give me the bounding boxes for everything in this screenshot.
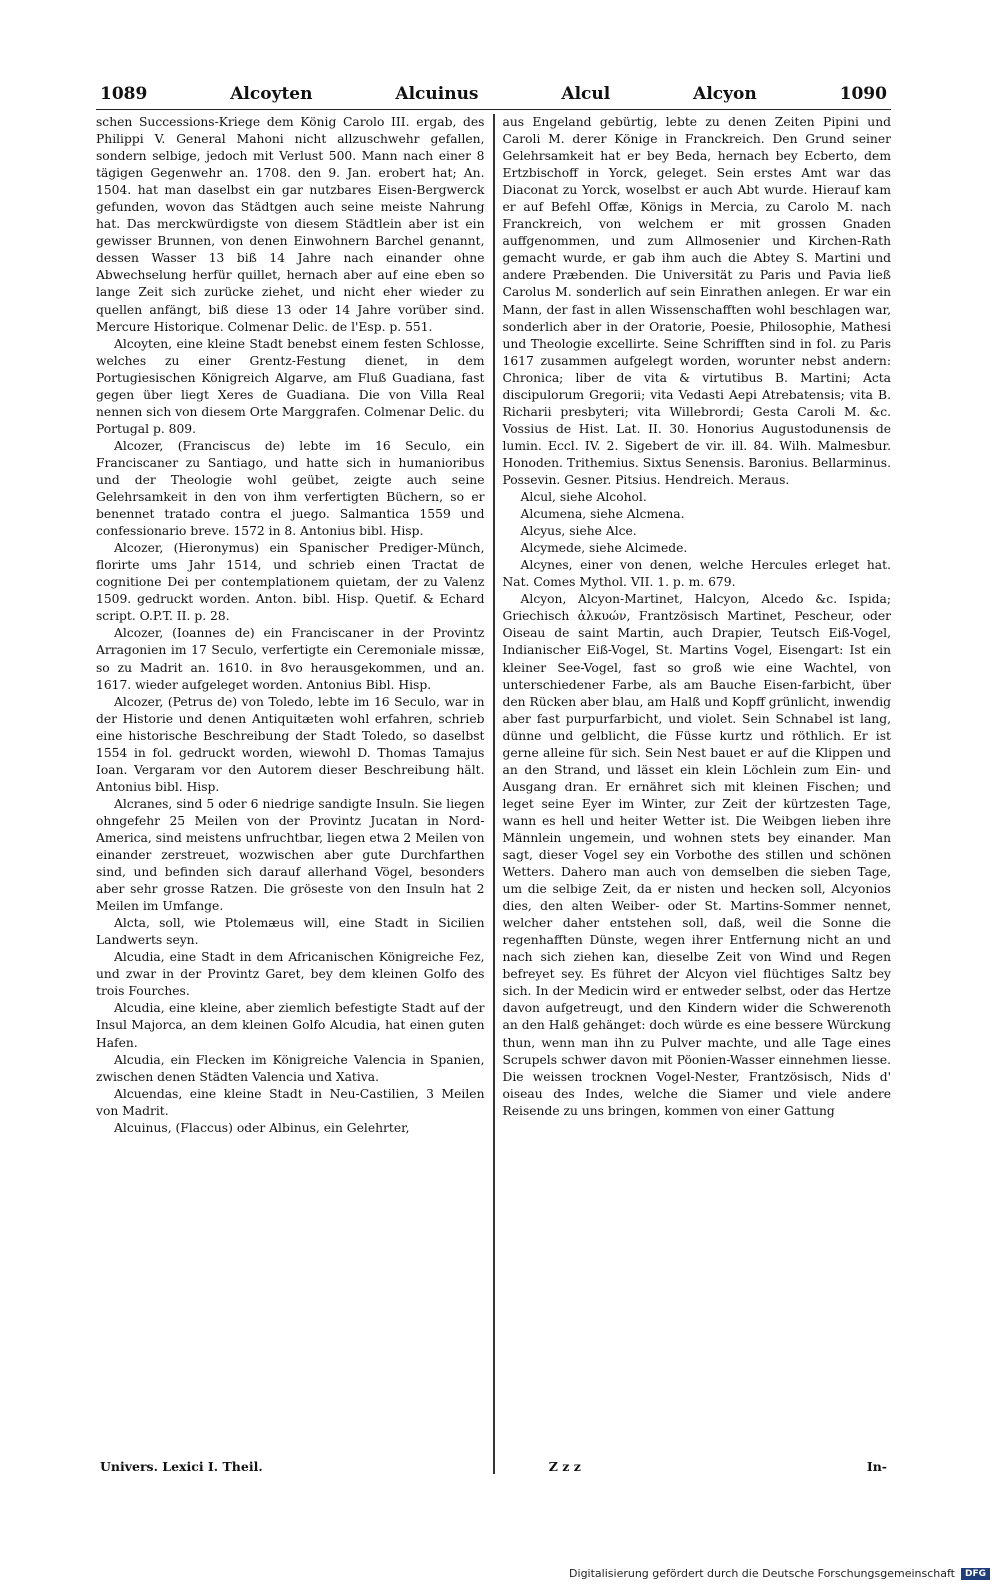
entry-alcyus: Alcyus, siehe Alce. bbox=[520, 524, 637, 539]
entry-alcynes: Alcynes, einer von denen, welche Hercules erleget hat. Nat. Comes Mythol. VII. 1. p. m. 679. bbox=[502, 558, 891, 590]
sheet-mark: Z z z bbox=[548, 1459, 581, 1474]
entry-alcozer-petrus: Alcozer, (Petrus de) von Toledo, lebte im 16 Seculo, war in der Historie und denen Antiquitæten wohl erfahren, schrieb eine historische Beschreibung der Stadt Toledo, so daselbst 1554 in fol. gedruckt worden, wiewohl D. Thomas Tamajus Ioan. Vergaram vor den Autorem dieser Beschreibung hält. Antonius bibl. Hisp. bbox=[96, 694, 485, 794]
signature-line: Univers. Lexici I. Theil. bbox=[100, 1459, 263, 1474]
left-page-number: 1089 bbox=[100, 84, 148, 104]
digitization-footer bbox=[569, 1567, 990, 1580]
footer-text: Digitalisierung gefördert durch die Deutsche Forschungsgemeinschaft bbox=[569, 1567, 955, 1580]
entry-alcudia-majorca: Alcudia, eine kleine, aber ziemlich befestigte Stadt auf der Insul Majorca, an dem kleinen Golfo Alcudia, hat einen guten Hafen. bbox=[96, 1001, 485, 1050]
running-header bbox=[96, 84, 891, 110]
entry-alcyon: Alcyon, Alcyon-Martinet, Halcyon, Alcedo &c. Ispida; Griechisch ἀλκυών, Frantzösisch Martinet, Pescheur, oder Oiseau de saint Martin, auch Drapier, Teutsch Eiß-Vogel, Indianischer Eiß-Vogel, St. Martins Vogel, Eisengart: Ist ein kleiner See-Vogel, fast so groß wie eine Wachtel, von unterschiedener Farbe, als am Bauche Eisen-farbicht, über den Rücken aber blau, am Halß und Kopff grünlicht, inwendig aber fast purpurfarbicht, und violet. Sein Schnabel ist lang, dünne und gelblicht, die Füsse kurtz und röthlich. Er ist gerne alleine für sich. Sein Nest bauet er auf die Klippen und an den Strand, und lässet ein klein Löchlein zum Ein- und Ausgang dran. Er ernähret sich mit kleinen Fischen; und leget seine Eyer im Winter, zur Zeit der kürtzesten Tage, wann es hell und heiter Wetter ist. Die Weibgen lieben ihre Männlein ungemein, und wohnen stets bey einander. Man sagt, dieser Vogel sey ein Vorbothe des stillen und schönen Wetters. Dahero man auch von demselben die sieben Tage, um die selbige Zeit, da er nisten und hecken soll, Alcyonios dies, den alten Weiber- oder St. Martins-Sommer nennet, welcher daher entstehen soll, daß, weil die Sonne die regenhafften Dünste, wegen ihrer Entfernung nicht an und nach sich ziehen kan, dieselbe Zeit von Wind und Regen befreyet sey. Es führet der Alcyon viel flüchtiges Saltz bey sich. In der Medicin wird er entweder selbst, oder das Hertze davon aufgetreugt, und den Kindern wider die Schwerenoth an den Halß gehänget: doch würde es eine bessere Würckung thun, wenn man ihn zu Pulver machte, und alle Tage eines Scrupels schwer davon mit Pöonien-Wasser einnehmen liesse. Die weissen trocknen Vogel-Nester, Frantzösisch, Nids d' oiseau des Indes, welche die Siamer und viele andere Reisende zu uns bringen, kommen von einer Gattung bbox=[502, 592, 891, 1118]
entry-alcozer-hieronymus: Alcozer, (Hieronymus) ein Spanischer Prediger-Münch, florirte ums Jahr 1514, und schrieb einen Tractat de cognitione Dei per contemplationem quietam, der zu Valenz 1509. gedruckt worden. Anton. bibl. Hisp. Quetif. & Echard script. O.P.T. II. p. 28. bbox=[96, 541, 485, 624]
book-page bbox=[96, 84, 891, 1479]
left-catchword-1: Alcoyten bbox=[230, 84, 313, 104]
entry-alcuendas: Alcuendas, eine kleine Stadt in Neu-Castilien, 3 Meilen von Madrit. bbox=[96, 1086, 485, 1118]
entry-continuation: schen Successions-Kriege dem König Carolo III. ergab, des Philippi V. General Mahoni nicht allzuschwehr gefallen, sondern selbige, jedoch mit Verlust 500. Mann nach einer 8 tägigen Gegenwehr an. 1708. den 9. Jan. erobert hat; An. 1504. hat man daselbst ein gar nutzbares Eisen-Bergwerck gefunden, wovon das Städtgen auch seine meiste Nahrung hat. Das merckwürdigste von diesem Städtlein aber ist ein gewisser Brunnen, von denen Einwohnern Barchel genannt, dessen Wasser 13 biß 14 Jahre nach einander ohne Abwechselung herfür quillet, hernach aber auf eine eben so lange Zeit sich zurücke ziehet, und nicht eher wieder zu quellen anfängt, biß diese 13 oder 14 Jahre vorüber sind. Mercure Historique. Colmenar Delic. de l'Esp. p. 551. bbox=[96, 115, 485, 334]
catchword: In- bbox=[866, 1459, 887, 1474]
page-bottom-line bbox=[96, 1459, 891, 1474]
entry-alcymede: Alcymede, siehe Alcimede. bbox=[520, 541, 688, 556]
entry-alcul: Alcul, siehe Alcohol. bbox=[520, 490, 647, 505]
entry-alcta: Alcta, soll, wie Ptolemæus will, eine Stadt in Sicilien Landwerts seyn. bbox=[96, 916, 485, 948]
right-column bbox=[497, 114, 892, 1474]
left-catchword-2: Alcuinus bbox=[395, 84, 479, 104]
column-divider bbox=[493, 114, 495, 1474]
entry-alcoyten: Alcoyten, eine kleine Stadt benebst einem festen Schlosse, welches zu einer Grentz-Festung dienet, in dem Portugiesischen Königreich Algarve, am Fluß Guadiana, fast gegen über liegt Xeres de Guadiana. Die von Villa Real nennen sich von diesem Orte Marggrafen. Colmenar Delic. du Portugal p. 809. bbox=[96, 336, 485, 436]
entry-alcudia-valencia: Alcudia, ein Flecken im Königreiche Valencia in Spanien, zwischen denen Städten Valencia und Xativa. bbox=[96, 1052, 485, 1084]
entry-alcozer-ioannes: Alcozer, (Ioannes de) ein Franciscaner in der Provintz Arragonien im 17 Seculo, verfertigte ein Ceremoniale missæ, so zu Madrit an. 1610. in 8vo herausgekommen, und an. 1617. wieder aufgeleget worden. Antonius Bibl. Hisp. bbox=[96, 626, 485, 692]
entry-alcozer-franciscus: Alcozer, (Franciscus de) lebte im 16 Seculo, ein Franciscaner zu Santiago, und hatte sich in humanioribus und der Theologie wohl geübet, zeigte auch seine Gelehrsamkeit in den von ihm verfertigten Büchern, so er benennet tratado contra el juego. Salmantica 1559 und confessionario breve. 1572 in 8. Antonius bibl. Hisp. bbox=[96, 438, 485, 539]
entry-alcuinus: Alcuinus, (Flaccus) oder Albinus, ein Gelehrter, bbox=[114, 1120, 410, 1135]
right-catchword-1: Alcul bbox=[561, 84, 611, 104]
entry-alcumena: Alcumena, siehe Alcmena. bbox=[520, 507, 685, 522]
left-column bbox=[96, 114, 491, 1474]
entry-alcudia-fez: Alcudia, eine Stadt in dem Africanischen Königreiche Fez, und zwar in der Provintz Garet, bey dem kleinen Golfo des trois Fourches. bbox=[96, 950, 485, 999]
right-page-number: 1090 bbox=[839, 84, 887, 104]
dfg-logo-icon: DFG bbox=[961, 1568, 990, 1580]
text-columns bbox=[96, 114, 891, 1474]
right-catchword-2: Alcyon bbox=[693, 84, 757, 104]
entry-alcuinus-continuation: aus Engeland gebürtig, lebte zu denen Zeiten Pipini und Caroli M. derer Könige in Franckreich. Den Grund seiner Gelehrsamkeit hat er bey Beda, hernach bey Ecberto, dem Ertzbischoff in Yorck, geleget. Sein erstes Amt war das Diaconat zu Yorck, woselbst er auch Abt wurde. Hierauf kam er auf Befehl Offæ, Königs in Mercia, zu Carolo M. nach Franckreich, von welchem er mit grossen Gnaden auffgenommen, und zum Allmosenier und Kirchen-Rath gemacht wurde, er gab ihm auch die Abtey S. Martini und andere Præbenden. Die Universität zu Paris und Pavia ließ Carolus M. sonderlich auf sein Einrathen anlegen. Er war ein Mann, der fast in allen Wissenschafften wohl beschlagen war, sonderlich aber in der Oratorie, Poesie, Philosophie, Mathesi und Theologie excellirte. Seine Schrifften sind in fol. zu Paris 1617 zusammen aufgelegt worden, worunter nebst andern: Chronica; liber de vita & virtutibus B. Martini; Acta discipulorum Gregorii; vita Vedasti Aepi Atrebatensis; vita B. Richarii presbyteri; vita Willebrordi; Gesta Caroli M. &c. Vossius de Hist. Lat. II. 30. Honorius Augustodunensis de lumin. Eccl. IV. 2. Sigebert de vir. ill. 84. Wilh. Malmesbur. Honoden. Trithemius. Sixtus Senensis. Baronius. Bellarminus. Possevin. Gesner. Pitsius. Hendreich. Meraus. bbox=[502, 115, 891, 487]
entry-alcranes: Alcranes, sind 5 oder 6 niedrige sandigte Insuln. Sie liegen ohngefehr 25 Meilen von der Provintz Jucatan in Nord-America, sind meistens unfruchtbar, liegen etwa 2 Meilen von einander zerstreuet, wozwischen aber gute Durchfarthen sind, und befinden sich darauf allerhand Vögel, besonders aber sehr grosse Ratzen. Die gröseste von den Insuln hat 2 Meilen im Umfange. bbox=[96, 796, 485, 914]
